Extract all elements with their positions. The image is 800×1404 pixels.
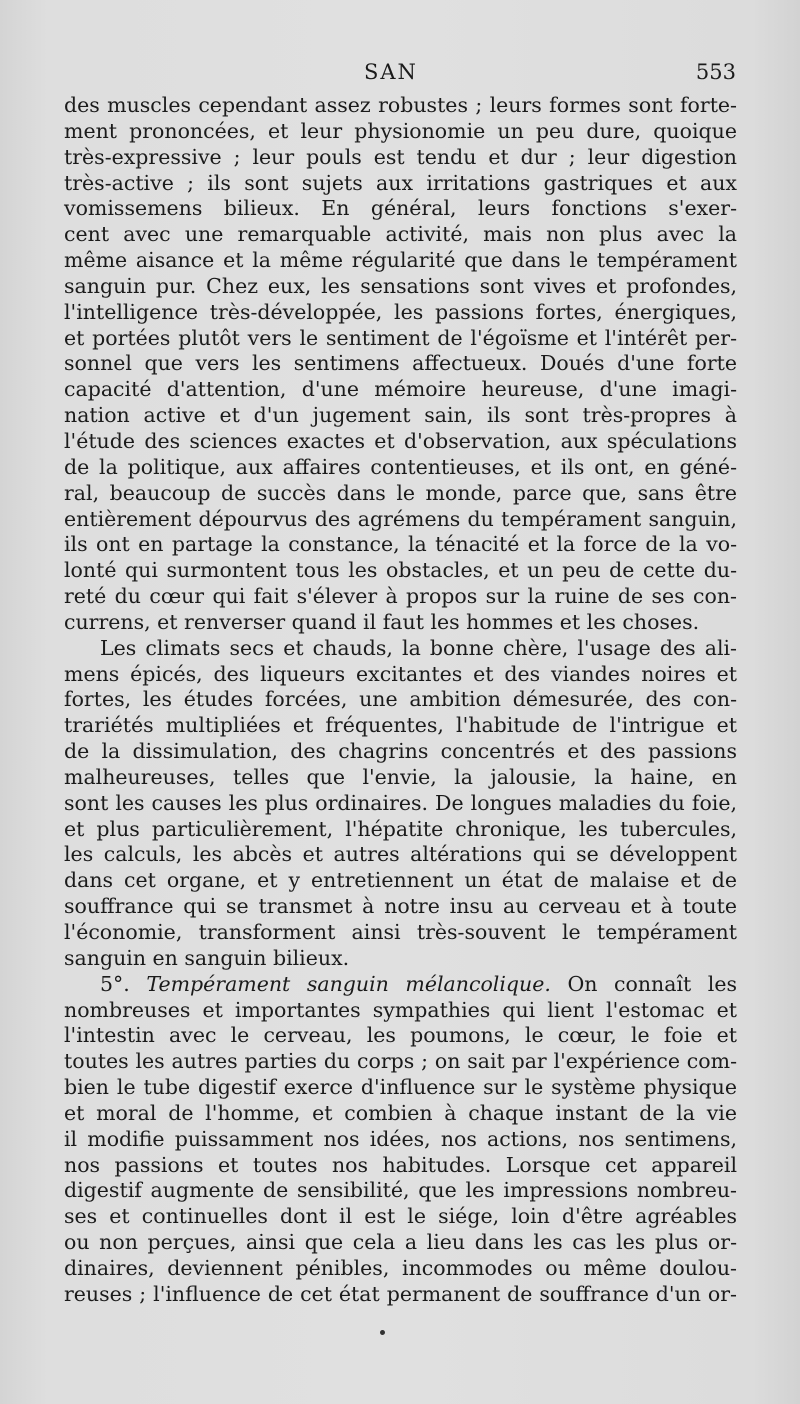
- text-line: des muscles cependant assez robustes ; leurs formes sont forte-: [64, 93, 737, 117]
- text-line: vomissemens bilieux. En général, leurs fonctions s'exer-: [64, 196, 737, 221]
- section-number: 5°.: [100, 971, 147, 996]
- running-head: [64, 60, 736, 90]
- text-line: souffrance qui se transmet à notre insu au cerveau et à toute: [64, 894, 737, 919]
- text-line: cent avec une remarquable activité, mais non plus avec la: [64, 222, 737, 247]
- text-line: l'économie, transforment ainsi très-souvent le tempérament: [64, 920, 737, 944]
- text-line: mens épicés, des liqueurs excitantes et des viandes noires et: [64, 661, 737, 686]
- text-line: sanguin en sanguin bilieux.: [64, 945, 350, 970]
- text-line: ils ont en partage la constance, la ténacité et la force de la vo-: [64, 532, 737, 557]
- text-line: ral, beaucoup de succès dans le monde, parce que, sans être: [64, 480, 737, 505]
- section-heading: Tempérament sanguin mélancolique.: [146, 971, 551, 996]
- text-line: l'étude des sciences exactes et d'observation, aux spéculations: [64, 428, 737, 453]
- text-line: digestif augmente de sensibilité, que les impressions nombreu-: [64, 1178, 737, 1203]
- text-line: et moral de l'homme, et combien à chaque instant de la vie: [64, 1100, 737, 1125]
- text-line: Les climats secs et chauds, la bonne chère, l'usage des ali-: [100, 635, 737, 660]
- text-line: toutes les autres parties du corps ; on sait par l'expérience com-: [64, 1049, 737, 1074]
- text-line: fortes, les études forcées, une ambition démesurée, des con-: [64, 687, 737, 712]
- text-line: lonté qui surmontent tous les obstacles, et un peu de cette du-: [64, 558, 737, 583]
- text-line: ment prononcées, et leur physionomie un peu dure, quoique: [64, 118, 737, 143]
- text-line: et plus particulièrement, l'hépatite chronique, les tubercules,: [64, 816, 737, 841]
- text-line: currens, et renverser quand il faut les hommes et les choses.: [64, 609, 700, 634]
- text-line: sanguin pur. Chez eux, les sensations sont vives et profondes,: [64, 273, 737, 298]
- text-line: bien le tube digestif exerce d'influence sur le système physique: [64, 1075, 737, 1100]
- text-line: malheureuses, telles que l'envie, la jalousie, la haine, en: [64, 764, 737, 789]
- text-line: l'intelligence très-développée, les passions fortes, énergiques,: [64, 299, 737, 324]
- text-line: nation active et d'un jugement sain, ils sont très-propres à: [64, 403, 737, 428]
- text-line: même aisance et la même régularité que dans le tempérament: [64, 248, 737, 273]
- text-line: capacité d'attention, d'une mémoire heureuse, d'une imagi-: [64, 377, 737, 402]
- text-line: entièrement dépourvus des agrémens du tempérament sanguin,: [64, 506, 737, 531]
- page-number: 553: [695, 60, 736, 84]
- text-line: ou non perçues, ainsi que cela a lieu dans les cas les plus or-: [64, 1230, 737, 1255]
- text-line: dans cet organe, et y entretiennent un état de malaise et de: [64, 868, 737, 893]
- text-line: trariétés multipliées et fréquentes, l'habitude de l'intrigue et: [64, 713, 737, 738]
- body-text: [64, 93, 737, 1308]
- text-line: sonnel que vers les sentimens affectueux. Doués d'une forte: [64, 351, 737, 376]
- text-line: les calculs, les abcès et autres altérations qui se développent: [64, 842, 737, 867]
- section-heading-line: [64, 972, 737, 998]
- text-line: nombreuses et importantes sympathies qui lient l'estomac et: [64, 997, 737, 1022]
- text-line: très-active ; ils sont sujets aux irritations gastriques et aux: [64, 170, 737, 195]
- text-line: dinaires, deviennent pénibles, incommodes ou même doulou-: [64, 1255, 737, 1280]
- text-line: ses et continuelles dont il est le siége, loin d'être agréables: [64, 1204, 737, 1229]
- text-line: très-expressive ; leur pouls est tendu et dur ; leur digestion: [64, 144, 737, 169]
- ink-speck: [380, 1330, 385, 1335]
- text-line: il modifie puissamment nos idées, nos actions, nos sentimens,: [64, 1126, 737, 1151]
- text-line: reuses ; l'influence de cet état permanent de souffrance d'un or-: [64, 1281, 737, 1306]
- text-line: sont les causes les plus ordinaires. De longues maladies du foie,: [64, 790, 737, 815]
- text-line: l'intestin avec le cerveau, les poumons, le cœur, le foie et: [64, 1023, 737, 1048]
- section-heading-tail: On connaît les: [550, 971, 737, 996]
- running-head-title: SAN: [364, 60, 418, 84]
- text-line: de la dissimulation, des chagrins concentrés et des passions: [64, 739, 737, 764]
- text-line: nos passions et toutes nos habitudes. Lorsque cet appareil: [64, 1152, 737, 1177]
- text-line: et portées plutôt vers le sentiment de l'égoïsme et l'intérêt per-: [64, 325, 737, 350]
- text-line: reté du cœur qui fait s'élever à propos sur la ruine de ses con-: [64, 584, 737, 609]
- text-line: de la politique, aux affaires contentieuses, et ils ont, en géné-: [64, 454, 737, 479]
